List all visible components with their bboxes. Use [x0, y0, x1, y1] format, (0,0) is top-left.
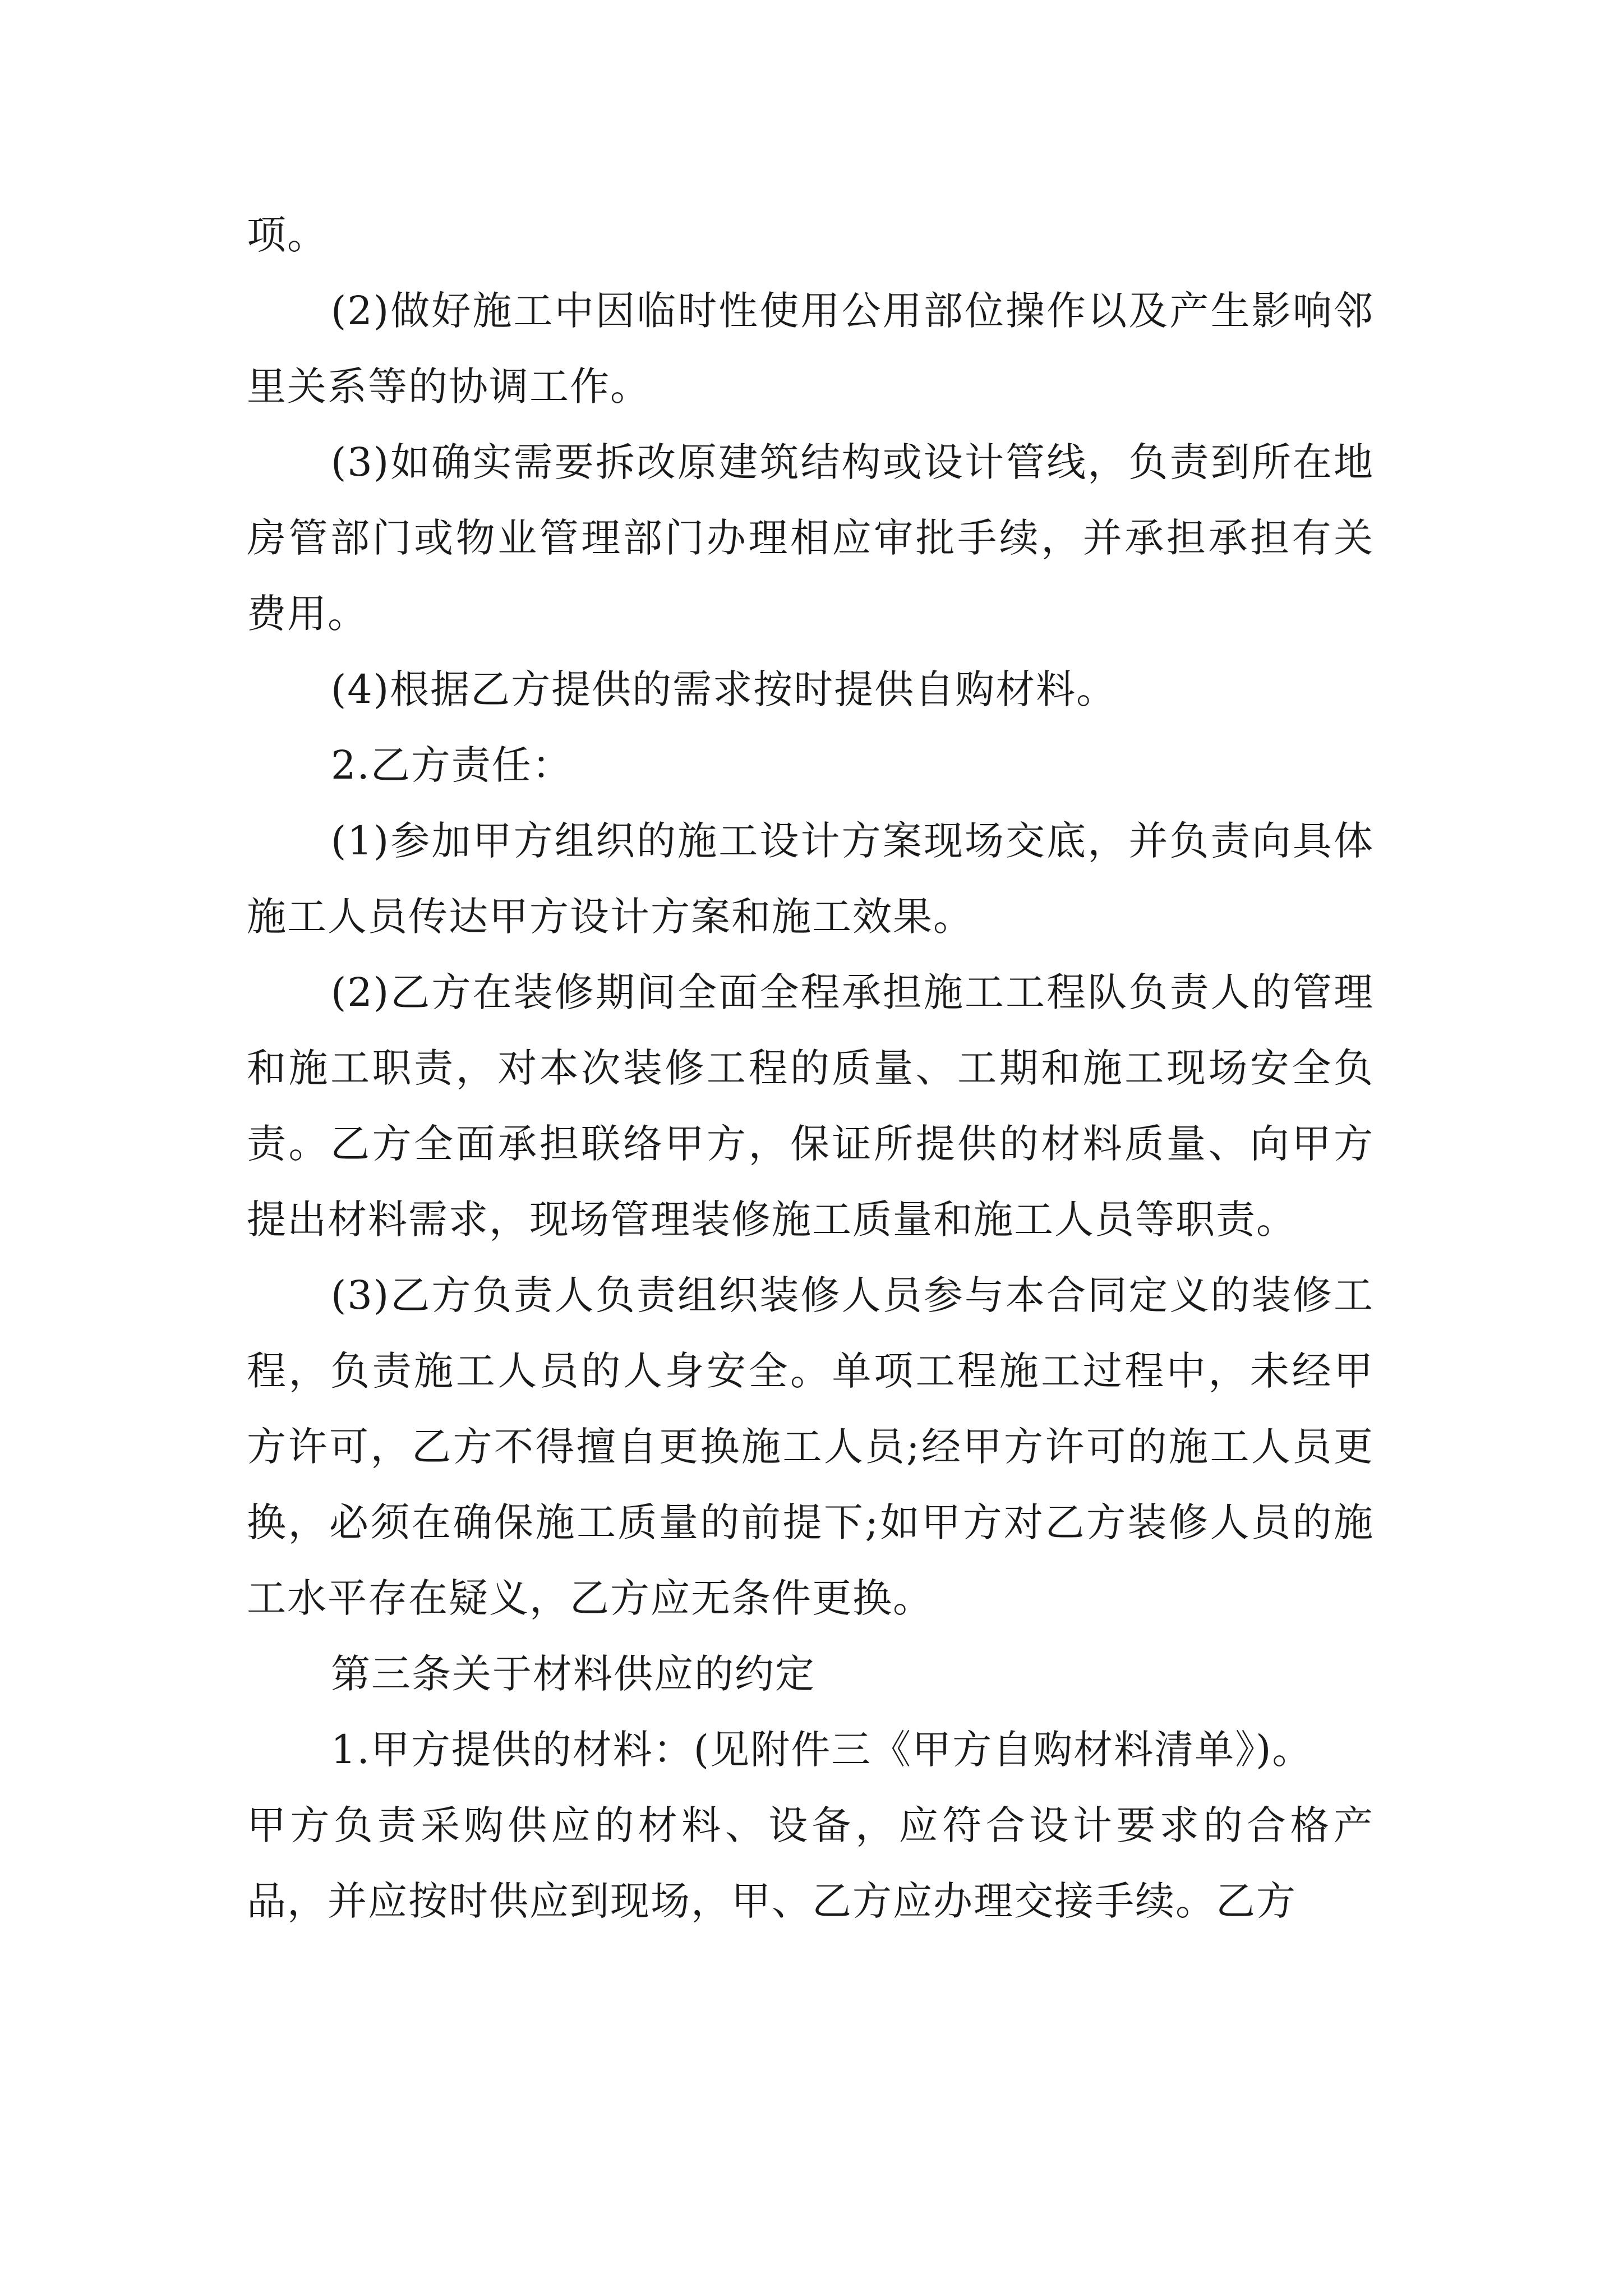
paragraph-materials-1: 1.甲方提供的材料：(见附件三《甲方自购材料清单》)。	[331, 1727, 1313, 1773]
paragraph-continuation: 项。	[247, 212, 328, 258]
section-heading-party-b: 2.乙方责任：	[331, 742, 573, 788]
article-heading-materials: 第三条关于材料供应的约定	[331, 1651, 815, 1697]
paragraph-clause-4: (4)根据乙方提供的需求按时提供自购材料。	[331, 666, 1117, 712]
paragraph-party-b-1: (1)参加甲方组织的施工设计方案现场交底，并负责向具体施工人员传达甲方设计方案和施工效果。	[247, 818, 1374, 940]
paragraph-clause-2: (2)做好施工中因临时性使用公用部位操作以及产生影响邻里关系等的协调工作。	[247, 288, 1374, 409]
paragraph-party-b-3: (3)乙方负责人负责组织装修人员参与本合同定义的装修工程，负责施工人员的人身安全。单项工程施工过程中，未经甲方许可，乙方不得擅自更换施工人员;经甲方许可的施工人员更换，必须在确保施工质量的前提下;如甲方对乙方装修人员的施工水平存在疑义，乙方应无条件更换。	[247, 1272, 1374, 1621]
paragraph-clause-3: (3)如确实需要拆改原建筑结构或设计管线，负责到所在地房管部门或物业管理部门办理相应审批手续，并承担承担有关费用。	[247, 439, 1374, 637]
paragraph-party-b-2: (2)乙方在装修期间全面全程承担施工工程队负责人的管理和施工职责，对本次装修工程的质量、工期和施工现场安全负责。乙方全面承担联络甲方，保证所提供的材料质量、向甲方提出材料需求，现场管理装修施工质量和施工人员等职责。	[247, 969, 1374, 1243]
paragraph-materials-continuation: 甲方负责采购供应的材料、设备，应符合设计要求的合格产品，并应按时供应到现场，甲、乙方应办理交接手续。乙方	[247, 1802, 1374, 1924]
document-body	[247, 197, 1374, 1939]
